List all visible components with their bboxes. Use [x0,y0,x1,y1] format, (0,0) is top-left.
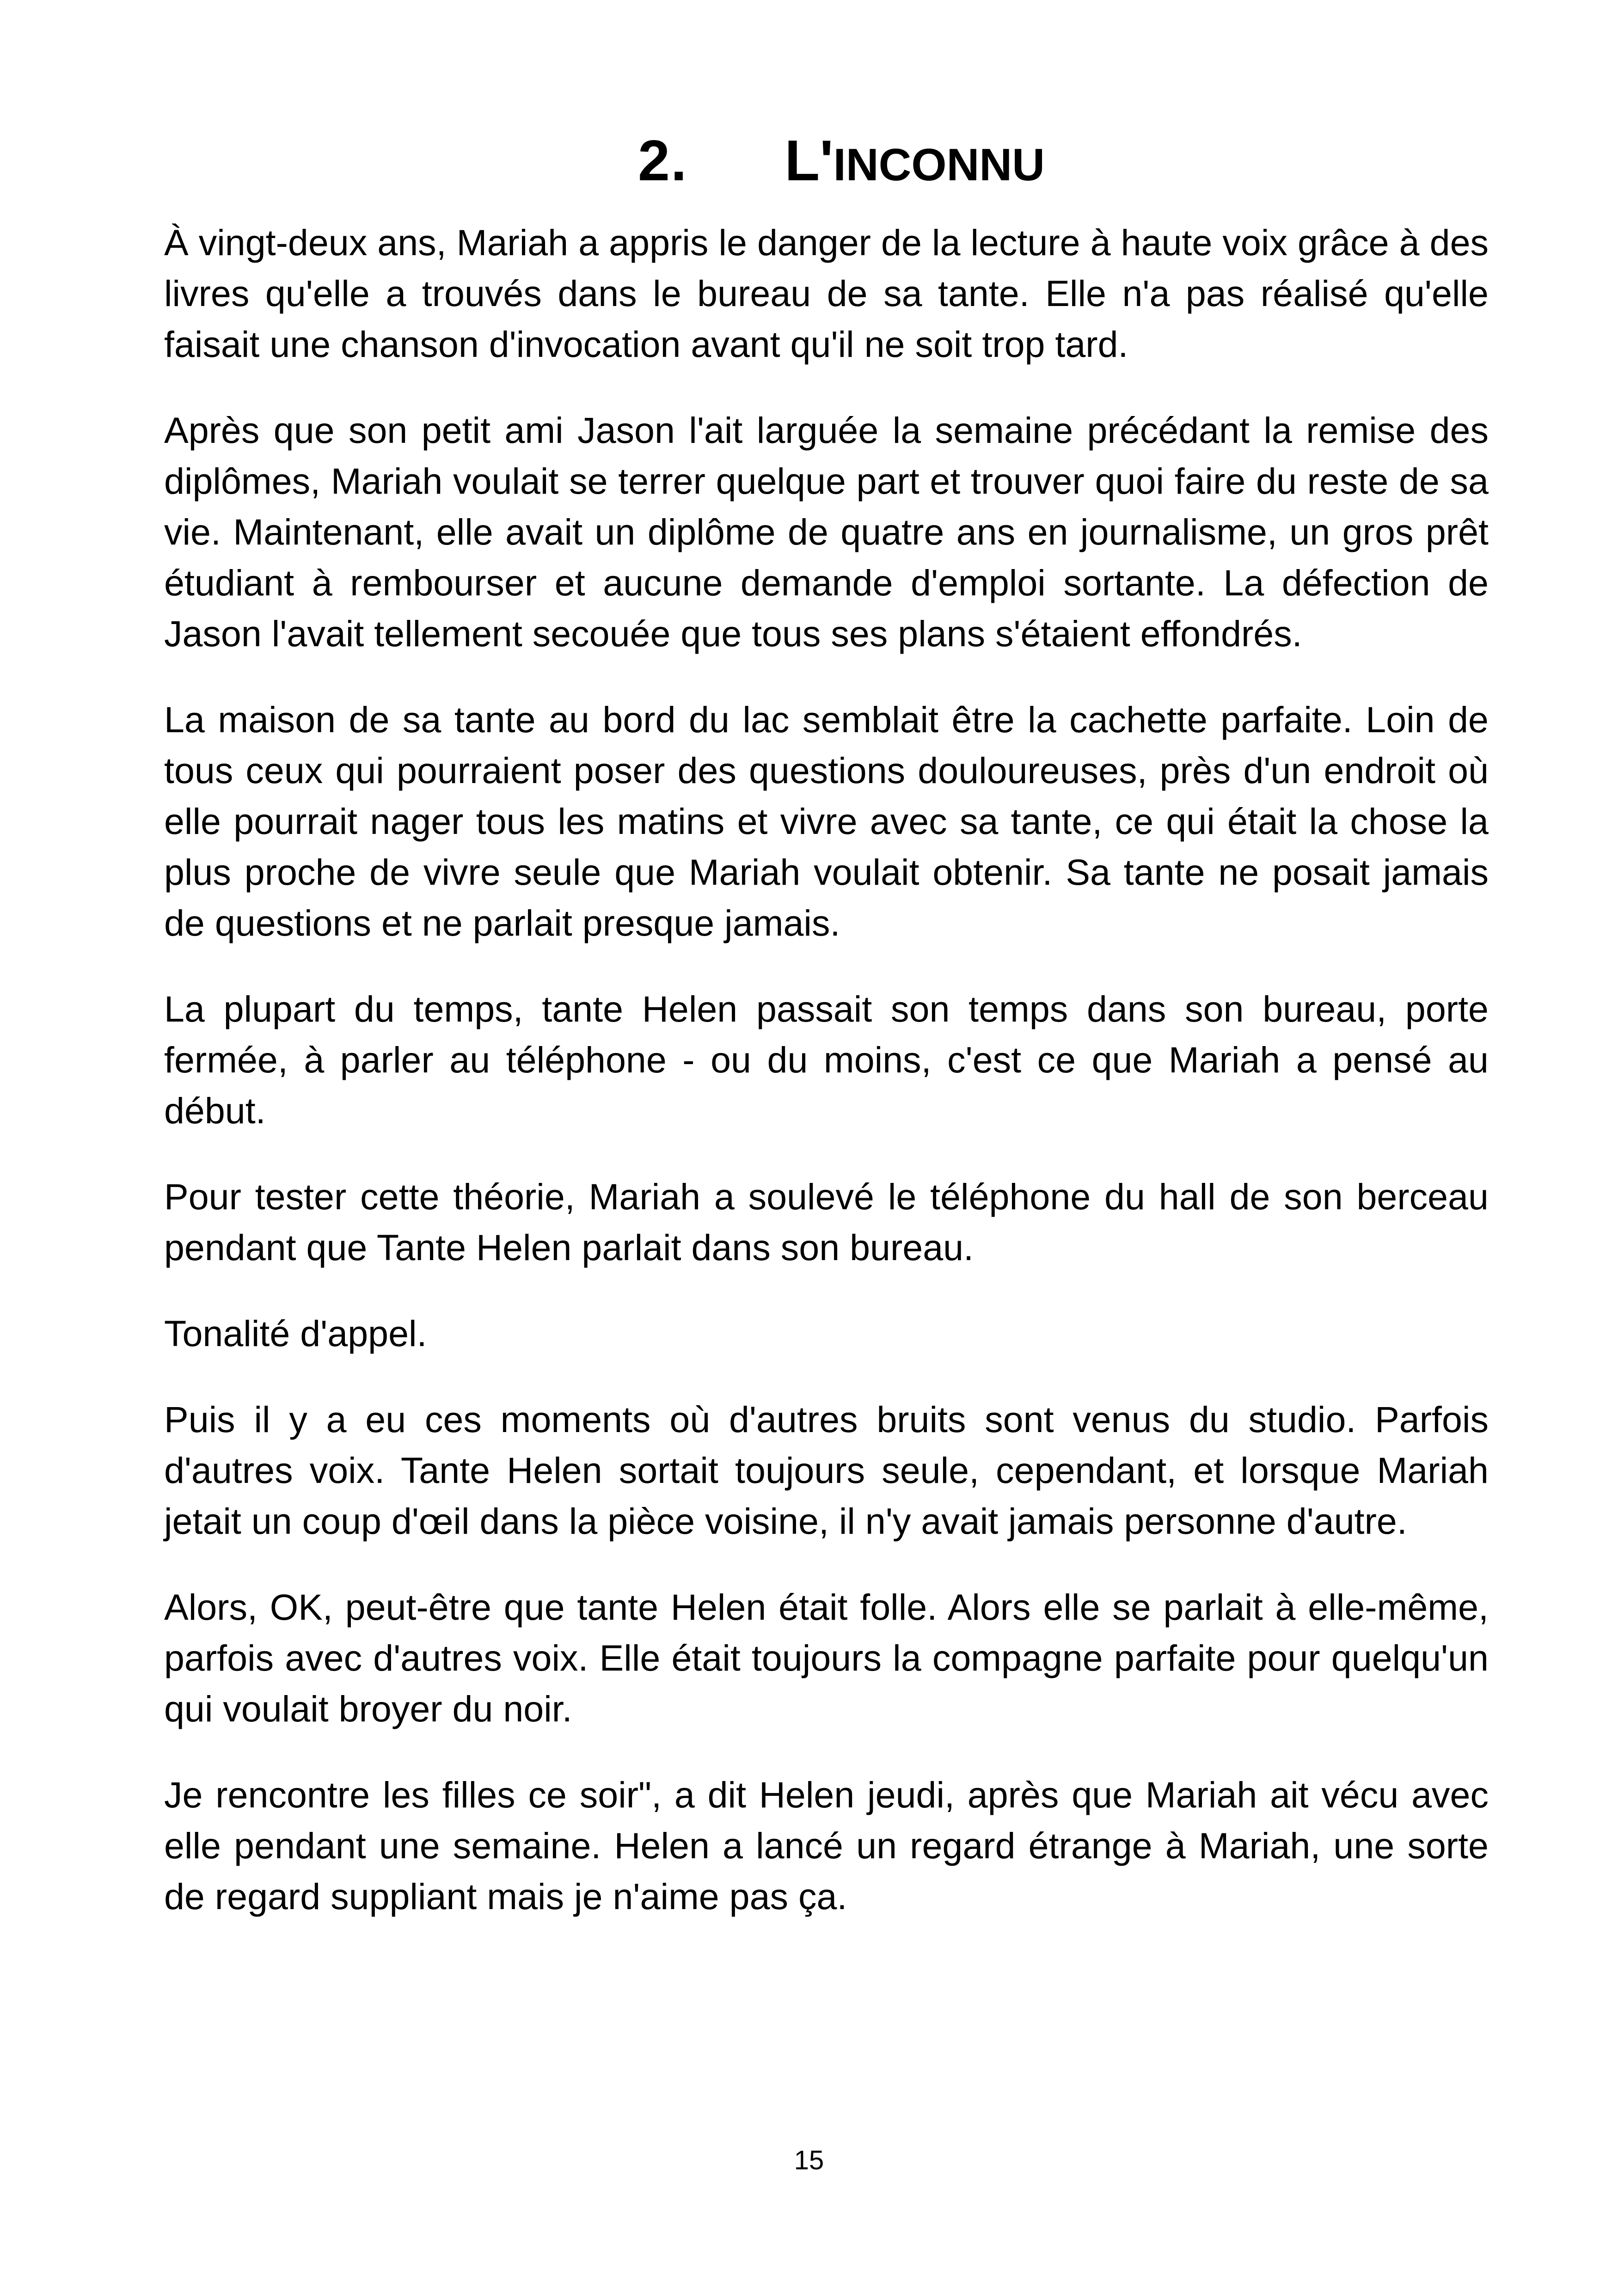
paragraph: La maison de sa tante au bord du lac semblait être la cachette parfaite. Loin de tous ceux qui pourraient poser des questions douloureuses, près d'un endroit où elle pourrait nager tous les matins et vivre avec sa tante, ce qui était la chose la plus proche de vivre seule que Mariah voulait obtenir. Sa tante ne posait jamais de questions et ne parlait presque jamais. [164,699,1489,943]
paragraph: Alors, OK, peut-être que tante Helen était folle. Alors elle se parlait à elle-même, parfois avec d'autres voix. Elle était toujours la compagne parfaite pour quelqu'un qui voulait broyer du noir. [164,1586,1489,1729]
paragraph: Pour tester cette théorie, Mariah a soulevé le téléphone du hall de son berceau pendant que Tante Helen parlait dans son bureau. [164,1176,1489,1268]
paragraph: Tonalité d'appel. [164,1313,427,1354]
paragraph: À vingt-deux ans, Mariah a appris le danger de la lecture à haute voix grâce à des livres qu'elle a trouvés dans le bureau de sa tante. Elle n'a pas réalisé qu'elle faisait une chanson d'invocation avant qu'il ne soit trop tard. [164,222,1489,365]
paragraph: La plupart du temps, tante Helen passait son temps dans son bureau, porte fermée, à parler au téléphone - ou du moins, c'est ce que Mariah a pensé au début. [164,988,1489,1131]
paragraph: Puis il y a eu ces moments où d'autres bruits sont venus du studio. Parfois d'autres voix. Tante Helen sortait toujours seule, cependant, et lorsque Mariah jetait un coup d'œil dans la pièce voisine, il n'y avait jamais personne d'autre. [164,1399,1489,1542]
paragraph: Je rencontre les filles ce soir", a dit Helen jeudi, après que Mariah ait vécu avec elle pendant une semaine. Helen a lancé un regard étrange à Mariah, une sorte de regard suppliant mais je n'aime pas ça. [164,1774,1489,1917]
paragraph: Après que son petit ami Jason l'ait larguée la semaine précédant la remise des diplômes, Mariah voulait se terrer quelque part et trouver quoi faire du reste de sa vie. Maintenant, elle avait un diplôme de quatre ans en journalisme, un gros prêt étudiant à rembourser et aucune demande d'emploi sortante. La défection de Jason l'avait tellement secouée que tous ses plans s'étaient effondrés. [164,410,1489,654]
chapter-title [784,128,1045,194]
chapter-title-rest: INCONNU [833,139,1045,190]
chapter-heading [638,115,1193,207]
chapter-title-initial: L' [784,129,834,193]
chapter-body [164,217,1489,1957]
page-number: 15 [794,2145,824,2175]
chapter-number: 2. [638,129,688,193]
